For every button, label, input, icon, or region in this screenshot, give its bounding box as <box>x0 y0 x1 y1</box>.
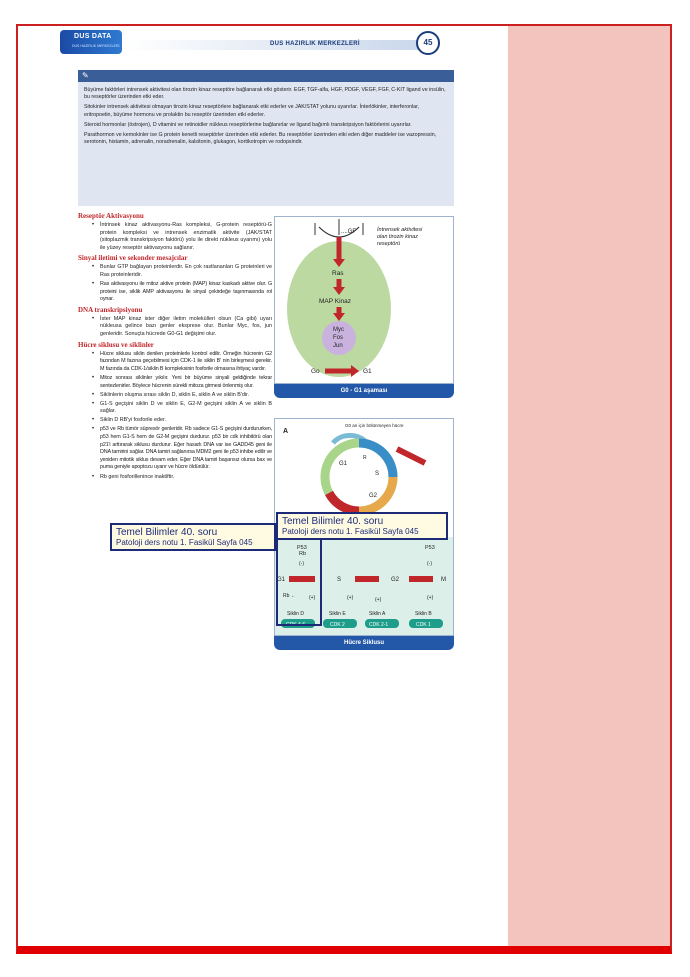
list-item: • Rb geni fosforillenince inaktiftir. <box>92 474 272 482</box>
myc-label: Myc <box>333 327 344 333</box>
bullet-list <box>92 316 272 339</box>
map-kinaz-label: MAP Kinaz <box>319 298 352 305</box>
summary-paragraph: Parathormon ve kemokinler ise G protein kenetli reseptörler üzerinden etki ederler. Bu reseptörler üzerinden etki eden diğer maddeler ise vazopressin, serotonin, histamin, adrenalin, noradrenalin, kalsitonin, glukagon, kortikotropin ve rodopsindir. <box>84 132 437 146</box>
gf-label: ....GF <box>341 229 356 235</box>
list-item: • İster MAP kinaz ister diğer iletim molekülleri olsun (Ca gibi) uyarı nükleusa gelince bazı genler eksprese olur. Bunlar Myc, fos, jun genleridir. Sonuçta hücrede G0-G1 değişimi olur. <box>92 316 272 339</box>
minus-left: (-) <box>299 561 304 567</box>
phase-label-m: M <box>337 487 342 493</box>
cdk-2-1: CDK 2-1 <box>369 622 389 628</box>
phase-label-r: R <box>363 455 367 461</box>
go-label: Go <box>311 368 320 375</box>
ras-label: Ras <box>332 270 344 277</box>
fos-label: Fos <box>333 335 344 341</box>
plus-2: (+) <box>347 595 354 601</box>
bullet-list <box>92 264 272 303</box>
overlay-subtitle: Patoloji ders notu 1. Fasikül Sayfa 045 <box>282 527 419 536</box>
overlay-title: Temel Bilimler 40. soru <box>282 516 384 527</box>
section-title: Reseptör Aktivasyonu <box>78 212 144 220</box>
minus-right: (-) <box>427 561 432 567</box>
logo <box>60 30 122 54</box>
page-header <box>60 34 450 56</box>
header-title: DUS HAZIRLIK MERKEZLERİ <box>270 41 360 47</box>
rb-label: Rb <box>299 551 307 557</box>
diagonal-arrow <box>397 449 425 463</box>
cdk-2: CDK 2 <box>330 622 345 628</box>
rb-minus-label: Rb ← <box>283 593 296 599</box>
cyclin-e: Siklin E <box>329 611 346 617</box>
phase-label-g2: G2 <box>369 493 378 499</box>
figure-caption: Hücre Siklusu <box>274 636 454 650</box>
list-item: • Hücre siklusu siklin denilen proteinlerle kontrol edilir. Örneğin hücrenin G2 fazından M fazına geçebilmesi için CDK-1 ile siklin B' nin birleşmesi gerekir. M fazında da CDK-1/siklin B kompleksinin fosforile olmasına ihtiyaç vardır. <box>92 351 272 374</box>
summary-paragraph: Büyüme faktörleri intrensek aktivitesi olan tirozin kinaz reseptöre bağlanarak etki gösterir. EGF, TGF-alfa, HGF, PDGF, VEGF, FGF, C-KIT ligand ve insülin, bu reseptörler üzerinden etki eder. <box>84 87 446 101</box>
p53-left-label: P53 <box>297 545 307 551</box>
figure-g0-g1 <box>274 216 454 398</box>
figure-caption: G0 - G1 aşaması <box>274 384 454 398</box>
logo-text: DUS DATA <box>74 33 112 40</box>
cycle-g1: G1 <box>277 577 286 583</box>
section-title: Hücre siklusu ve siklinler <box>78 340 154 349</box>
summary-paragraph: Sitokinler intrensek aktivitesi olmayan tirozin kinaz reseptörlere bağlanarak etki ederler ve JAK/STAT yolunu uyarırlar. İnterlökinler, interferonlar, eritropoetin, büyüme hormonu ve prolaktin bu reseptör üzerinden etki ederler. <box>84 104 420 118</box>
plus-1: (+) <box>309 595 316 601</box>
jun-label: Jun <box>333 343 343 349</box>
p53-right-label: P53 <box>425 545 435 551</box>
cyclin-b: Siklin B <box>415 611 432 617</box>
side-band <box>508 26 672 946</box>
list-item: • Bunlar GTP bağlayan proteinlerdir. En çok rastlananları G proteinleri ve Ras proteinleridir. <box>92 264 272 279</box>
bullet-list <box>92 351 272 482</box>
text-column <box>78 210 272 483</box>
logo-subtitle: DUS HAZIRLIK MERKEZLERİ <box>72 44 120 48</box>
receptor-label: İntrensek aktivitesi olan tirozin kinaz reseptörü <box>377 227 423 247</box>
list-item: • G1-S geçişini siklin D ve siklin E, G2-M geçişini siklin A ve siklin B sağlar. <box>92 401 272 416</box>
cycle-s: S <box>337 577 342 583</box>
plus-3: (+) <box>375 597 382 603</box>
plus-4: (+) <box>427 595 434 601</box>
annotation-overlay[interactable] <box>276 512 448 540</box>
phase-label-s: S <box>375 471 380 477</box>
g1-label: G1 <box>363 368 372 375</box>
phase-label-g1: G1 <box>339 461 348 467</box>
figure-g0-g1-svg <box>275 217 453 383</box>
summary-paragraph: Steroid hormonlar (östrojen), D vitamini ve retinoidler nükleus reseptörlerine bağlanırlar ve ligand bağımlı transkripsiyon faktörlerini uyarırlar. <box>84 121 412 128</box>
panel-a-label: A <box>283 428 289 435</box>
annotation-overlay[interactable] <box>110 523 276 551</box>
pin-icon: ✎ <box>82 71 89 80</box>
list-item: • p53 ve Rb tümör süpresör genleridir. Rb sadece G1-S geçişini durdururken, p53 hem G1-S hem de G2-M geçişini durdurur. p53 bir cdk inhibitörü olan p21'i arttırarak siklusu durdurur. Eğer hasarlı DNA var ise GADD45 geni ile DNA tamirini sağlar. DNA tamiri sağlanırsa MDM2 geni ile p53 inhibe edilir ve yeniden mitotik siklus devam eder. Eğer DNA tamiri başarısız olursa bax ve puma geniyle apoptozu uyarır ve hücre öldürülür. <box>92 426 272 472</box>
cycle-m: M <box>441 577 446 583</box>
cdk-1: CDK 1 <box>416 622 431 628</box>
figure-box <box>274 216 454 384</box>
highlight-box <box>276 536 322 626</box>
cyclin-d: Siklin D <box>287 611 304 617</box>
cdk-4-6: CDK 4-6 <box>286 622 306 628</box>
list-item: • Siklinlerin oluşma sırası siklin D, siklin E, siklin A ve siklin B'dir. <box>92 392 272 400</box>
page-number: 45 <box>416 31 440 55</box>
g0-label: G0 an için bölünmeyen hücre <box>345 423 404 428</box>
list-item: • Siklin D RB'yi fosforile eder. <box>92 417 272 425</box>
overlay-subtitle: Patoloji ders notu 1. Fasikül Sayfa 045 <box>116 538 253 547</box>
bullet-list <box>92 222 272 252</box>
list-item: • Mitoz sonrası siklinler yıkılır. Yeni bir büyüme sinyali geldiğinde tekrar sentezlenirler. Böylece hücrenin sürekli mitoza girmesi önlenmiş olur. <box>92 375 272 390</box>
cycle-g2: G2 <box>391 577 400 583</box>
summary-box <box>78 70 454 206</box>
cyclin-a: Siklin A <box>369 611 386 617</box>
overlay-title: Temel Bilimler 40. soru <box>116 527 218 538</box>
section-title: DNA transkripsiyonu <box>78 305 143 314</box>
section-title: Sinyal iletimi ve sekonder mesajcılar <box>78 254 188 263</box>
list-item: • Ras aktivasyonu ile mitoz aktive protein (MAP) kinaz kaskadı aktive olur. G proteini ise, siklik AMP aktivasyonu ile sinyal çekirdeğe taşınmasında rol oynar. <box>92 281 272 304</box>
list-item: • İntrinsek kinaz aktivasyonu-Ras kompleksi, G-protein reseptörü-G protein kompleksi ve intrensek enzimatik aktivite (JAK/STAT (sitoplazmik transkripsiyon faktörü) yolu ile direkt nükleus uyarımı) yolu ile yüzey reseptör aktivasyonu sağlanır. <box>92 222 272 252</box>
